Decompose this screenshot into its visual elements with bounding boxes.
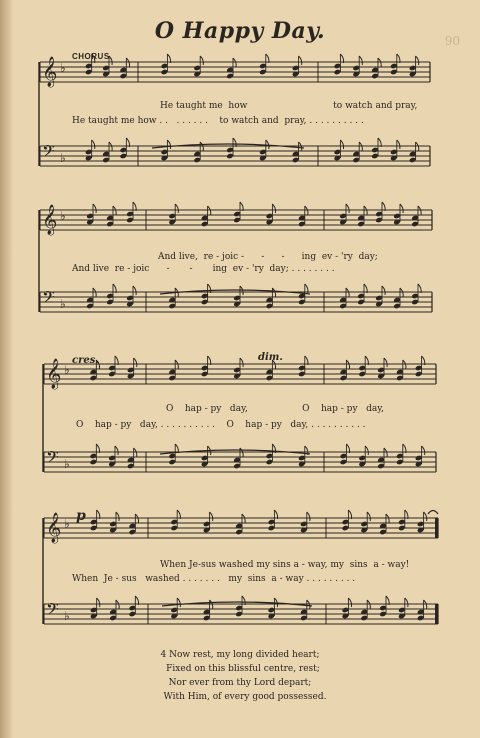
note-flag xyxy=(113,206,116,215)
system-4-upper-lyric: When Je-sus washed my sins a - way, my sins a - way! xyxy=(160,560,410,570)
note-flag xyxy=(240,448,243,457)
verse-line-3: Nor ever from thy Lord depart; xyxy=(168,678,312,688)
note-flag xyxy=(299,142,302,151)
note-flag xyxy=(348,598,351,607)
note-flag xyxy=(210,600,213,609)
note-flag xyxy=(359,56,362,65)
faded-page-mark: 90 xyxy=(444,34,460,48)
note-flag xyxy=(400,204,403,213)
note-flag xyxy=(382,286,385,295)
note-flag xyxy=(378,58,381,67)
bass-clef: 𝄢 xyxy=(46,447,59,471)
note-flag xyxy=(177,598,180,607)
system-1-upper-lyric: He taught me how to watch and pray, xyxy=(160,101,418,111)
note-flag xyxy=(200,56,203,65)
note-flag xyxy=(208,206,211,215)
note-flag xyxy=(97,598,100,607)
chorus-label: CHORUS. xyxy=(72,52,113,61)
note-flag xyxy=(384,358,387,367)
flat-sign: ♭ xyxy=(60,297,66,311)
cresc-marking: cres. xyxy=(72,355,99,366)
note-flag xyxy=(233,58,236,67)
final-bar xyxy=(435,604,438,624)
note-flag xyxy=(115,446,118,455)
note-flag xyxy=(126,58,129,67)
note-flag xyxy=(340,140,343,149)
system-4-lower-lyric: When Je - sus washed . . . . . . . my sins a - way . . . . . . . . . xyxy=(72,574,356,584)
note-flag xyxy=(364,206,367,215)
note-flag xyxy=(299,56,302,65)
note-flag xyxy=(116,600,119,609)
note-flag xyxy=(422,446,425,455)
note-flag xyxy=(134,358,137,367)
note-flag xyxy=(400,288,403,297)
note-flag xyxy=(93,204,96,213)
note-flag xyxy=(133,286,136,295)
note-flag xyxy=(424,600,427,609)
note-flag xyxy=(418,206,421,215)
flat-sign: ♭ xyxy=(60,151,66,165)
note-flag xyxy=(109,142,112,151)
note-flag xyxy=(175,204,178,213)
note-flag xyxy=(307,512,310,521)
note-flag xyxy=(134,448,137,457)
note-flag xyxy=(116,512,119,521)
note-flag xyxy=(346,288,349,297)
system-1-lower-lyric: He taught me how . . . . . . . . to watch and pray, . . . . . . . . . . xyxy=(72,116,364,126)
note-flag xyxy=(386,514,389,523)
note-flag xyxy=(92,140,95,149)
note-flag xyxy=(272,204,275,213)
note-flag xyxy=(305,206,308,215)
note-flag xyxy=(405,598,408,607)
note-flag xyxy=(346,360,349,369)
note-flag xyxy=(367,512,370,521)
verse-stanza xyxy=(0,648,480,704)
dim-marking: dim. xyxy=(258,352,283,363)
flat-sign: ♭ xyxy=(64,609,70,623)
note-flag xyxy=(416,142,419,151)
note-flag xyxy=(416,56,419,65)
bass-clef: 𝄢 xyxy=(42,141,55,165)
note-flag xyxy=(272,360,275,369)
flat-sign: ♭ xyxy=(60,209,66,223)
note-flag xyxy=(272,288,275,297)
note-flag xyxy=(135,514,138,523)
note-flag xyxy=(397,140,400,149)
treble-clef: 𝄞 xyxy=(46,513,62,543)
piano-marking: p xyxy=(76,508,86,524)
final-bar xyxy=(435,518,438,538)
note-flag xyxy=(365,446,368,455)
hymn-title: O Happy Day. xyxy=(154,18,326,44)
note-flag xyxy=(307,600,310,609)
note-flag xyxy=(240,358,243,367)
verse-line-2: Fixed on this blissful centre, rest; xyxy=(166,664,320,674)
verse-line-4: With Him, of every good possessed. xyxy=(163,692,327,702)
note-flag xyxy=(403,360,406,369)
bass-clef: 𝄢 xyxy=(46,599,59,623)
note-flag xyxy=(424,512,427,521)
treble-clef: 𝄞 xyxy=(46,359,62,389)
flat-sign: ♭ xyxy=(64,517,70,531)
fermata xyxy=(428,511,438,515)
note-flag xyxy=(346,204,349,213)
treble-clef: 𝄞 xyxy=(42,205,58,235)
flat-sign: ♭ xyxy=(64,363,70,377)
note-flag xyxy=(242,514,245,523)
flat-sign: ♭ xyxy=(60,61,66,75)
note-flag xyxy=(210,512,213,521)
system-2-upper-lyric: And live, re - joic - - - ing ev - 'ry day; xyxy=(158,252,378,262)
note-flag xyxy=(200,142,203,151)
note-flag xyxy=(359,142,362,151)
flat-sign: ♭ xyxy=(64,457,70,471)
bass-clef: 𝄢 xyxy=(42,287,55,311)
verse-line-1: 4 Now rest, my long divided heart; xyxy=(160,650,320,660)
note-flag xyxy=(109,56,112,65)
note-flag xyxy=(96,360,99,369)
note-flag xyxy=(384,448,387,457)
system-3-lower-lyric: O hap - py day, . . . . . . . . . . O hap - py day, . . . . . . . . . . xyxy=(76,420,366,430)
system-2-lower-lyric: And live re - joic - - ing ev - 'ry day; . . . . . . . . xyxy=(72,264,335,274)
note-flag xyxy=(367,600,370,609)
note-flag xyxy=(93,288,96,297)
treble-clef: 𝄞 xyxy=(42,57,58,87)
system-3-upper-lyric: O hap - py day, O hap - py day, xyxy=(166,404,384,414)
note-flag xyxy=(167,140,170,149)
note-flag xyxy=(175,360,178,369)
